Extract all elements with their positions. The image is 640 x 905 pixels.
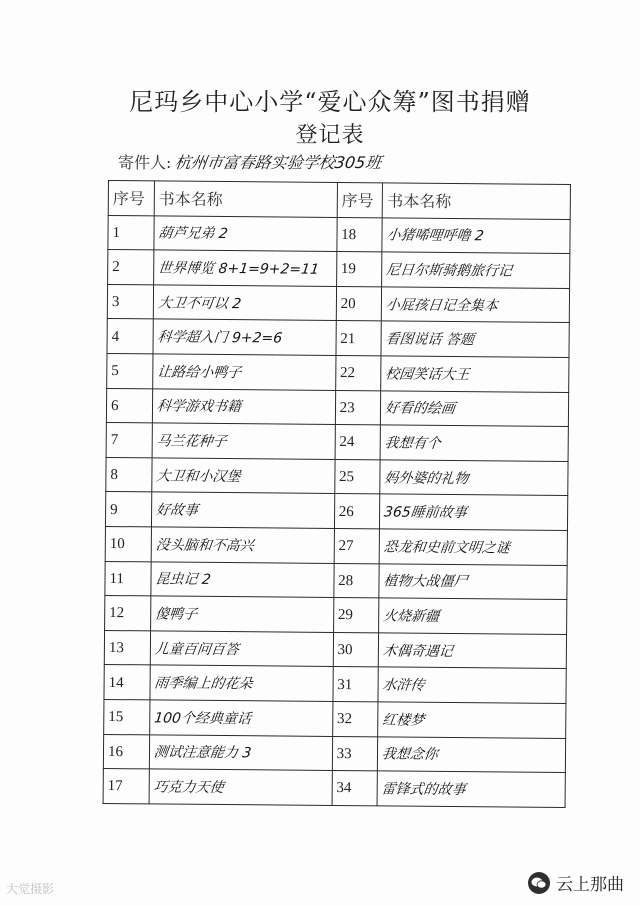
row-number-right-cell xyxy=(336,321,382,356)
row-book-left-cell xyxy=(150,631,333,667)
row-number-left: 5 xyxy=(111,363,119,380)
row-book-left: 傻鸭子 xyxy=(153,606,198,623)
table-row xyxy=(105,596,567,635)
table-row xyxy=(105,492,567,531)
row-number-right-cell xyxy=(333,632,379,667)
row-number-left: 12 xyxy=(109,605,125,622)
table-row xyxy=(103,734,565,773)
row-number-left-cell xyxy=(108,215,154,250)
row-number-left-cell xyxy=(107,353,153,388)
row-book-right-cell xyxy=(382,252,570,288)
row-number-right: 23 xyxy=(339,399,355,417)
row-number-left-cell xyxy=(103,734,149,769)
row-book-right-cell xyxy=(378,667,566,703)
row-book-right: 水浒传 xyxy=(382,677,426,694)
book-register-table xyxy=(103,180,571,808)
row-number-left: 11 xyxy=(109,570,125,587)
row-book-right: 木偶奇遇记 xyxy=(382,642,455,660)
row-number-right-cell xyxy=(332,771,378,806)
row-number-left-cell xyxy=(106,423,152,458)
row-number-right: 19 xyxy=(340,261,356,278)
row-book-left-cell xyxy=(152,458,335,494)
row-number-left-cell xyxy=(104,665,150,700)
row-number-right-cell xyxy=(332,701,378,736)
row-number-left: 15 xyxy=(108,709,124,726)
header-book-right: 书本名称 xyxy=(383,183,571,219)
row-number-right: 30 xyxy=(337,642,353,659)
row-book-left: 马兰花种子 xyxy=(155,433,228,450)
row-book-right: 小屁孩日记全集本 xyxy=(385,297,500,314)
row-number-left: 3 xyxy=(111,294,120,311)
sender-row xyxy=(118,150,382,173)
row-book-right-cell xyxy=(382,217,570,253)
table-row xyxy=(106,388,568,427)
row-book-left-cell xyxy=(149,769,332,805)
row-book-right: 365睡前故事 xyxy=(383,504,469,522)
row-number-left-cell xyxy=(105,596,151,631)
row-book-right-cell xyxy=(381,356,569,392)
row-book-left-cell xyxy=(149,700,332,736)
table-row xyxy=(107,284,569,323)
sender-label: 寄件人: xyxy=(118,153,172,172)
table-row xyxy=(104,630,566,669)
row-number-left: 10 xyxy=(109,536,125,553)
watermark-left: 大觉摄影 xyxy=(6,882,55,896)
row-book-left: 大卫和小汉堡 xyxy=(155,467,242,485)
row-book-right: 妈外婆的礼物 xyxy=(383,469,470,487)
row-number-left: 2 xyxy=(112,259,120,276)
row-book-right: 校园笑话大王 xyxy=(384,366,471,383)
row-number-right-cell xyxy=(334,528,380,563)
row-number-right-cell xyxy=(336,286,382,321)
header-number-left: 序号 xyxy=(108,181,154,216)
row-number-left-cell xyxy=(104,630,150,665)
row-book-left: 没头脑和不高兴 xyxy=(154,537,255,555)
row-book-left-cell xyxy=(153,250,336,286)
row-number-right-cell xyxy=(334,494,380,529)
row-number-right: 34 xyxy=(336,780,352,797)
row-book-right: 红楼梦 xyxy=(381,712,426,729)
row-number-left-cell xyxy=(107,284,153,319)
row-book-left-cell xyxy=(152,388,335,424)
row-book-right-cell xyxy=(381,390,569,426)
row-book-right: 雷锋式的故事 xyxy=(381,781,467,799)
table-row xyxy=(103,769,565,808)
table-row xyxy=(106,423,568,462)
table-row xyxy=(105,561,567,600)
table-row xyxy=(104,665,566,704)
row-number-right-cell xyxy=(335,355,381,390)
table-row xyxy=(104,699,566,738)
row-number-left-cell xyxy=(105,492,151,527)
header-book-left: 书本名称 xyxy=(154,181,337,217)
row-number-left: 13 xyxy=(108,640,124,657)
row-number-left-cell xyxy=(106,388,152,423)
row-number-left-cell xyxy=(105,561,151,596)
row-number-right-cell xyxy=(337,217,383,252)
row-number-right: 27 xyxy=(338,538,354,555)
row-number-right: 20 xyxy=(340,296,356,313)
row-number-right: 21 xyxy=(340,330,356,347)
row-book-left: 好故事 xyxy=(154,502,199,519)
row-number-left-cell xyxy=(105,526,151,561)
row-book-left: 雨季编上的花朵 xyxy=(153,675,254,693)
row-book-left-cell xyxy=(151,527,334,563)
row-number-left: 7 xyxy=(110,432,119,449)
row-book-right: 火烧新疆 xyxy=(382,608,441,625)
row-number-left: 4 xyxy=(111,328,120,345)
row-book-left: 昆虫记 2 xyxy=(154,571,212,589)
row-book-right-cell xyxy=(378,736,566,772)
row-book-right: 看图说话 答题 xyxy=(385,331,476,349)
row-book-left: 葫芦兄弟 2 xyxy=(157,225,229,243)
row-book-left-cell xyxy=(150,665,333,701)
table-row xyxy=(108,250,570,289)
row-number-right-cell xyxy=(332,736,378,771)
row-book-left: 儿童百问百答 xyxy=(153,640,240,658)
row-number-left: 9 xyxy=(110,501,118,518)
row-book-left-cell xyxy=(152,354,335,390)
row-book-right-cell xyxy=(380,494,568,530)
row-number-left-cell xyxy=(106,457,152,492)
row-book-left-cell xyxy=(150,596,333,632)
row-number-left: 1 xyxy=(112,224,121,241)
row-book-left: 测试注意能力 3 xyxy=(152,744,252,762)
row-number-right-cell xyxy=(335,390,381,425)
row-book-right-cell xyxy=(382,287,570,323)
row-book-right-cell xyxy=(379,598,567,634)
row-number-left: 14 xyxy=(108,674,124,691)
row-book-right: 植物大战僵尸 xyxy=(382,573,469,591)
row-number-right: 32 xyxy=(336,711,353,728)
row-book-right-cell xyxy=(379,563,567,599)
row-book-left-cell xyxy=(151,492,334,528)
row-book-right-cell xyxy=(380,460,568,496)
row-number-right: 24 xyxy=(339,434,355,451)
row-book-right: 好看的绘画 xyxy=(384,400,457,418)
form-subtitle: 登记表 xyxy=(295,123,365,148)
row-number-right: 25 xyxy=(339,469,355,486)
row-book-left: 大卫不可以 2 xyxy=(156,295,242,312)
row-book-right-cell xyxy=(379,633,567,669)
table-row xyxy=(108,215,570,254)
table-row xyxy=(105,526,567,565)
row-book-left: 科学超入门 9+2=6 xyxy=(156,329,283,347)
row-book-right: 我想有个 xyxy=(384,435,442,452)
form-title: 尼玛乡中心小学“爱心众筹”图书捐赠 xyxy=(129,88,531,116)
row-number-right: 26 xyxy=(338,503,354,520)
row-number-right-cell xyxy=(336,252,382,287)
row-book-right-cell xyxy=(380,529,568,565)
row-book-left-cell xyxy=(153,319,336,355)
watermark-right xyxy=(528,870,624,895)
row-number-left: 8 xyxy=(110,467,118,484)
row-book-right: 我想念你 xyxy=(381,746,440,764)
row-number-right: 22 xyxy=(339,365,356,382)
row-book-left: 世界博览 8+1=9+2=11 xyxy=(157,260,320,278)
row-number-left: 6 xyxy=(110,397,119,414)
row-book-left-cell xyxy=(149,734,332,770)
row-number-right: 33 xyxy=(336,745,352,762)
row-number-left-cell xyxy=(108,250,154,285)
row-number-right-cell xyxy=(333,667,379,702)
row-book-left: 100个经典童话 xyxy=(153,710,252,727)
sender-value: 杭州市富春路实验学校305班 xyxy=(173,153,384,172)
row-book-left: 科学游戏书籍 xyxy=(155,398,242,416)
row-book-right-cell xyxy=(378,702,566,738)
row-number-left: 17 xyxy=(107,778,123,795)
header-number-right: 序号 xyxy=(337,182,383,217)
row-number-right: 31 xyxy=(337,676,353,693)
row-number-right-cell xyxy=(334,459,380,494)
row-number-right: 18 xyxy=(341,226,357,244)
row-number-left-cell xyxy=(104,699,150,734)
row-book-right-cell xyxy=(381,425,569,461)
table-header-row xyxy=(108,181,570,220)
wechat-icon xyxy=(528,872,550,894)
row-number-right-cell xyxy=(333,598,379,633)
row-book-left: 让路给小鸭子 xyxy=(156,364,242,381)
row-book-right: 小猪唏哩呼噜 2 xyxy=(385,227,486,245)
row-book-right: 尼日尔斯骑鹅旅行记 xyxy=(385,262,514,280)
row-number-left: 16 xyxy=(107,743,124,760)
row-number-right-cell xyxy=(334,563,380,598)
row-book-left-cell xyxy=(152,423,335,459)
watermark-right-label: 云上那曲 xyxy=(556,875,624,895)
row-book-left-cell xyxy=(154,215,337,251)
row-book-left: 巧克力天使 xyxy=(152,779,225,796)
row-book-right-cell xyxy=(381,321,569,357)
row-number-right: 29 xyxy=(337,607,353,624)
row-book-left-cell xyxy=(151,561,334,597)
row-book-right-cell xyxy=(378,771,566,807)
row-number-right: 28 xyxy=(338,572,354,589)
row-book-left-cell xyxy=(153,285,336,321)
table-row xyxy=(106,457,568,496)
row-number-left-cell xyxy=(103,769,149,804)
table-row xyxy=(107,353,569,392)
row-number-left-cell xyxy=(107,319,153,354)
table-row xyxy=(107,319,569,358)
row-number-right-cell xyxy=(335,425,381,460)
row-book-right: 恐龙和史前文明之谜 xyxy=(383,539,512,557)
